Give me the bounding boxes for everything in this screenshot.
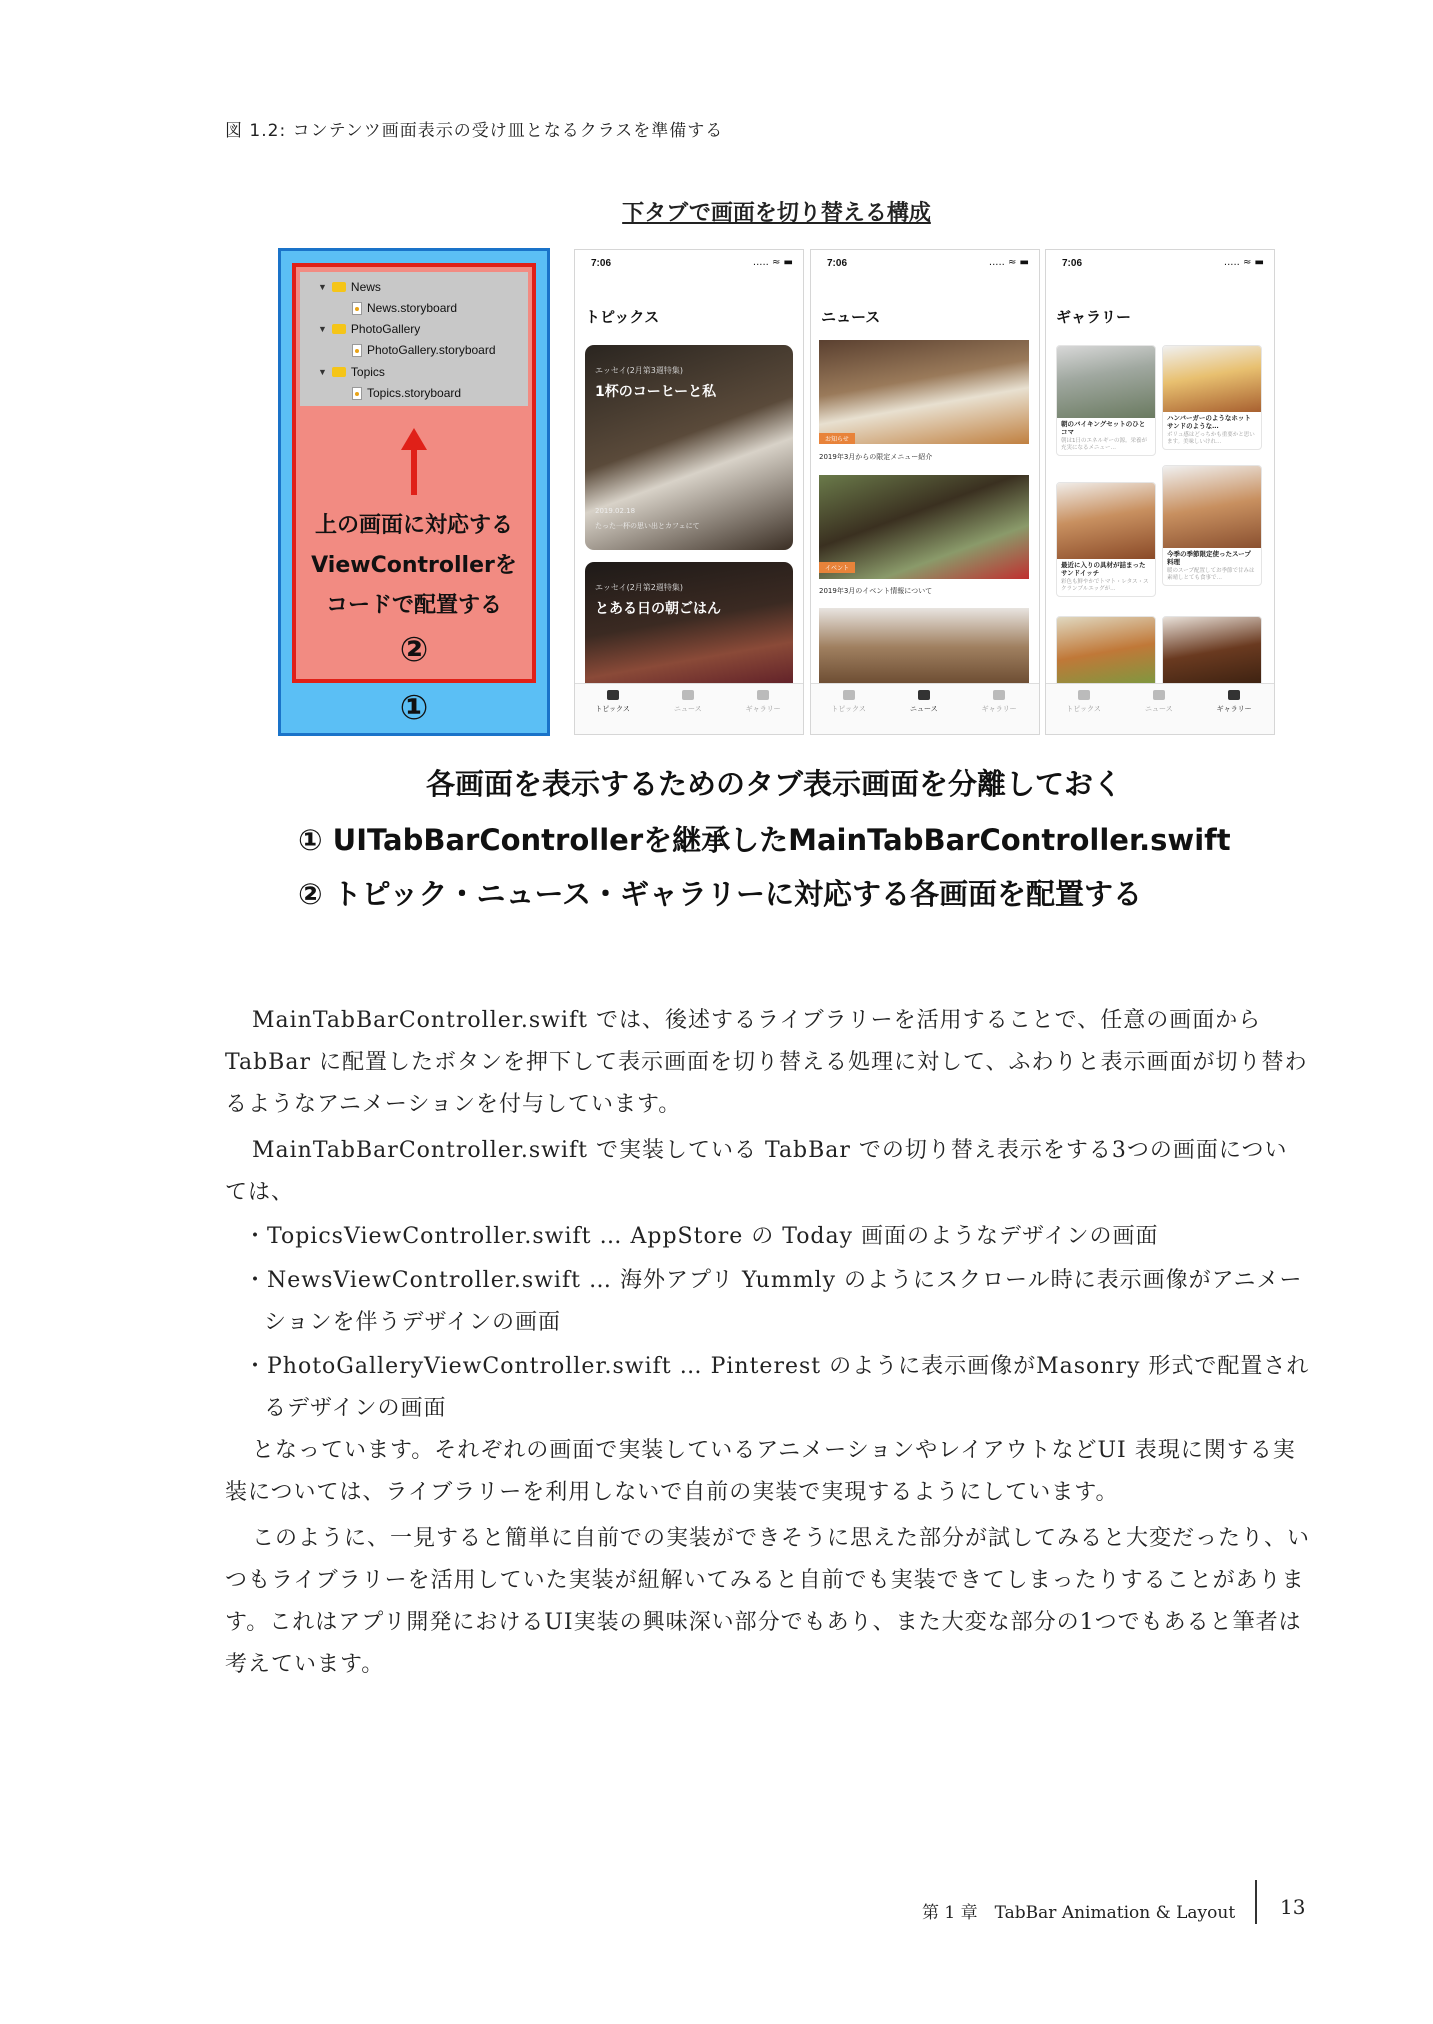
tab-label: トピックス [831, 705, 866, 713]
tab-label: ニュース [1145, 705, 1173, 713]
gallery-desc: ボリュ感はどっちかも重要かと思います。美味しいけれ… [1167, 431, 1255, 446]
bullet-item-2: ・NewsViewController.swift … 海外アプリ Yummly のようにスクロール時に表示画像がアニメーションを伴うデザインの画面 [244, 1268, 1303, 1335]
tab-bar [1046, 683, 1274, 734]
gallery-title: 朝のバイキングセットのひとコマ [1061, 420, 1146, 437]
figure-caption: 図 1.2: コンテンツ画面表示の受け皿となるクラスを準備する [225, 121, 724, 141]
tab-topics[interactable] [1046, 690, 1121, 714]
tab-topics[interactable] [575, 690, 650, 714]
status-icons: ..... ≈ ▬ [752, 257, 793, 268]
tree-label: News [350, 280, 381, 294]
gallery-tab-icon [757, 690, 769, 700]
circled-two-mark: ② [399, 630, 429, 670]
tab-label: ニュース [910, 705, 938, 713]
gallery-image [1057, 346, 1155, 418]
topics-tab-icon [1078, 690, 1090, 700]
tree-row-topics-storyboard [352, 386, 461, 400]
tree-label: Topics.storyboard [367, 386, 462, 400]
folder-icon [332, 324, 346, 334]
chapter-footer: 第 1 章 TabBar Animation & Layout [922, 1903, 1236, 1923]
folder-icon [332, 367, 346, 377]
paragraph-2: MainTabBarController.swift で実装している TabBar での切り替え表示をする3つの画面については、 [225, 1138, 1288, 1205]
tab-news[interactable] [1121, 690, 1196, 714]
page-number: 13 [1280, 1895, 1306, 1919]
news-caption: 2019年3月からの限定メニュー紹介 [819, 453, 933, 461]
up-arrow-shaft [411, 447, 417, 495]
gallery-item[interactable] [1056, 616, 1156, 688]
news-image-1[interactable] [819, 340, 1029, 444]
news-caption: 2019年3月のイベント情報について [819, 587, 933, 595]
phone-topics-screen [574, 249, 804, 735]
storyboard-file-icon [352, 387, 362, 400]
storyboard-file-icon [352, 302, 362, 315]
screen-title: トピックス [585, 308, 660, 326]
phone-news-screen [810, 249, 1040, 735]
tab-news[interactable] [650, 690, 725, 714]
gallery-item[interactable] [1162, 616, 1262, 688]
news-badge: イベント [819, 562, 855, 573]
figure-point-2: ② トピック・ニュース・ギャラリーに対応する各画面を配置する [298, 877, 1143, 911]
tab-label: トピックス [1066, 705, 1101, 713]
bullet-item-1: ・TopicsViewController.swift … AppStore の Today 画面のようなデザインの画面 [244, 1224, 1159, 1249]
card-category: エッセイ(2月第3週特集) [595, 366, 684, 375]
tree-label: News.storyboard [367, 301, 458, 315]
tab-bar [811, 683, 1039, 734]
topic-card-breakfast[interactable] [585, 562, 793, 692]
tab-gallery[interactable] [725, 690, 800, 714]
tree-label: PhotoGallery.storyboard [367, 343, 496, 357]
panel-text-line-1: 上の画面に対応する [314, 513, 513, 538]
news-image-3[interactable] [819, 608, 1029, 686]
news-badge: お知らせ [819, 433, 855, 444]
tab-label: ギャラリー [981, 705, 1017, 713]
tab-label: ニュース [674, 705, 702, 713]
card-date: 2019.02.18 [595, 507, 636, 515]
topic-card-coffee[interactable] [585, 345, 793, 550]
figure-title: 下タブで画面を切り替える構成 [622, 201, 931, 226]
gallery-item[interactable] [1056, 345, 1156, 456]
tab-bar [575, 683, 803, 734]
status-time: 7:06 [827, 258, 848, 269]
news-tab-icon [1153, 690, 1165, 700]
disclosure-triangle-icon: ▼ [318, 367, 327, 377]
panel-text-line-2: ViewControllerを [311, 553, 517, 578]
card-note: たった一杯の思い出とカフェにて [595, 522, 700, 530]
folder-icon [332, 282, 346, 292]
screen-title: ギャラリー [1056, 308, 1132, 326]
gallery-item[interactable] [1162, 465, 1262, 586]
paragraph-1: MainTabBarController.swift では、後述するライブラリーを活用することで、任意の画面からTabBar に配置したボタンを押下して表示画面を切り替える処理に対して、ふわりと表示画面が切り替わるようなアニメーションを付与しています。 [225, 1008, 1308, 1117]
gallery-image [1163, 346, 1261, 412]
status-time: 7:06 [1062, 258, 1083, 269]
file-tree [300, 272, 528, 406]
gallery-image [1163, 466, 1261, 548]
card-category: エッセイ(2月第2週特集) [595, 583, 684, 592]
disclosure-triangle-icon: ▼ [318, 282, 327, 292]
status-time: 7:06 [591, 258, 612, 269]
tab-label: ギャラリー [1216, 705, 1252, 713]
gallery-desc: 暖のスープ配置してお季節で甘みは素晴しとても食事で… [1167, 567, 1255, 582]
gallery-title: 最近に入りの具材が詰まったサンドイッチ [1061, 561, 1146, 578]
tree-row-photogallery-storyboard [352, 343, 496, 357]
storyboard-file-icon [352, 344, 362, 357]
tab-gallery[interactable] [961, 690, 1036, 714]
tab-topics[interactable] [811, 690, 886, 714]
gallery-tab-icon [993, 690, 1005, 700]
gallery-desc: 彩色も鮮やかでトマト・レタス・スクランブルエッグが… [1061, 578, 1149, 593]
gallery-image [1057, 483, 1155, 559]
disclosure-triangle-icon: ▼ [318, 324, 327, 334]
topics-tab-icon [607, 690, 619, 700]
phone-gallery-screen [1045, 249, 1275, 735]
gallery-desc: 朝は1日のエネルギーの源。栄養が充実になるメニュー… [1061, 437, 1148, 452]
panel-text-line-3: コードで配置する [325, 593, 502, 618]
card-title: 1杯のコーヒーと私 [595, 384, 717, 400]
figure-point-1: ① UITabBarControllerを継承したMainTabBarController.swift [298, 823, 1231, 857]
gallery-title: 今季の季節限定使ったスープ料理 [1167, 550, 1251, 567]
gallery-item[interactable] [1056, 482, 1156, 597]
gallery-tab-icon [1228, 690, 1240, 700]
circled-one-mark: ① [399, 688, 429, 728]
news-tab-icon [918, 690, 930, 700]
tree-row-photogallery [318, 322, 420, 336]
news-tab-icon [682, 690, 694, 700]
paragraph-3: となっています。それぞれの画面で実装しているアニメーションやレイアウトなどUI 表現に関する実装については、ライブラリーを利用しないで自前の実装で実現するようにしています。 [225, 1438, 1296, 1505]
tree-label: Topics [350, 365, 385, 379]
tree-label: PhotoGallery [350, 322, 421, 336]
status-icons: ..... ≈ ▬ [988, 257, 1029, 268]
tree-row-topics [318, 365, 385, 379]
tree-row-news-storyboard [352, 301, 457, 315]
tree-row-news [318, 280, 381, 294]
topics-tab-icon [843, 690, 855, 700]
status-icons: ..... ≈ ▬ [1223, 257, 1264, 268]
tab-label: ギャラリー [745, 705, 781, 713]
gallery-item[interactable] [1162, 345, 1262, 450]
card-title: とある日の朝ごはん [595, 601, 721, 617]
tab-label: トピックス [595, 705, 630, 713]
tab-news[interactable] [886, 690, 961, 714]
tab-gallery[interactable] [1196, 690, 1271, 714]
figure-heading: 各画面を表示するためのタブ表示画面を分離しておく [425, 767, 1122, 801]
bullet-item-3: ・PhotoGalleryViewController.swift … Pinterest のように表示画像がMasonry 形式で配置されるデザインの画面 [244, 1354, 1310, 1421]
paragraph-4: このように、一見すると簡単に自前での実装ができそうに思えた部分が試してみると大変だったり、いつもライブラリーを活用していた実装が紐解いてみると自前でも実装できてしまったりすることがあります。これはアプリ開発におけるUI実装の興味深い部分でもあり、また大変な部分の1つでもあると筆者は考えています。 [225, 1526, 1311, 1677]
screen-title: ニュース [821, 308, 881, 326]
gallery-title: ハンバーガーのようなホットサンドのような… [1167, 414, 1251, 431]
footer-divider [1255, 1880, 1257, 1924]
